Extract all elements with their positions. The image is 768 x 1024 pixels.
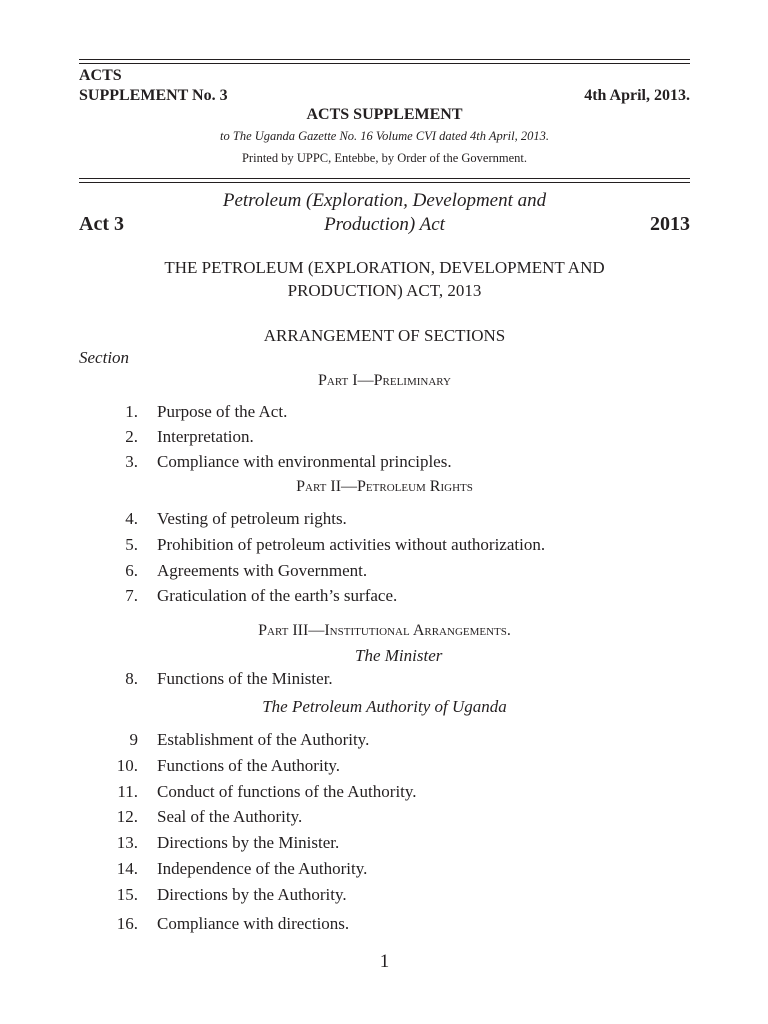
section-number: 14. (116, 859, 138, 878)
toc-row (0, 730, 768, 750)
section-number: 11. (117, 782, 138, 801)
section-title: Establishment of the Authority. (157, 730, 370, 749)
part1-heading (79, 372, 690, 390)
section-title: Compliance with directions. (157, 914, 350, 933)
middle-rule (79, 178, 690, 179)
act-title-line1: Petroleum (Exploration, Development and (222, 190, 547, 211)
toc-row (0, 756, 768, 776)
acts-supplement-title: ACTS SUPPLEMENT (306, 106, 463, 123)
toc-row (0, 509, 768, 529)
subheading-minister: The Minister (355, 646, 443, 665)
section-number: 3. (125, 452, 138, 471)
section-number: 15. (116, 885, 138, 904)
section-number: 1. (125, 402, 138, 421)
gazette-reference: to The Uganda Gazette No. 16 Volume CVI dated 4th April, 2013. (220, 129, 549, 143)
part3-heading-part: Part III (258, 622, 309, 639)
part2-heading-name: Petroleum Rights (357, 478, 473, 495)
printed-by: Printed by UPPC, Entebbe, by Order of the Government. (241, 151, 528, 165)
toc-row (0, 535, 768, 555)
subheading-authority: The Petroleum Authority of Uganda (262, 697, 507, 716)
section-number: 10. (116, 756, 138, 775)
supplement-number: SUPPLEMENT No. 3 (79, 87, 228, 104)
section-title: Prohibition of petroleum activities without authorization. (157, 535, 546, 554)
section-title: Directions by the Minister. (157, 833, 340, 852)
act-year: 2013 (650, 213, 690, 235)
section-title: Purpose of the Act. (157, 402, 288, 421)
toc-row (0, 586, 768, 606)
toc-row (0, 402, 768, 422)
toc-row (0, 427, 768, 447)
section-number: 5. (125, 535, 138, 554)
section-number: 7. (125, 586, 138, 605)
section-number: 9 (129, 730, 138, 749)
section-label: Section (79, 348, 130, 367)
part3-heading (79, 622, 690, 640)
act-number: Act 3 (79, 213, 124, 235)
arrangement-heading: ARRANGEMENT OF SECTIONS (263, 326, 506, 345)
section-title: Agreements with Government. (157, 561, 368, 580)
part1-heading-sep: — (357, 372, 374, 389)
toc-row (0, 833, 768, 853)
section-number: 8. (125, 669, 138, 688)
toc-row (0, 782, 768, 802)
section-number: 6. (125, 561, 138, 580)
section-title: Seal of the Authority. (157, 807, 303, 826)
toc-row (0, 885, 768, 905)
part2-heading-part: Part II (296, 478, 342, 495)
section-title: Conduct of functions of the Authority. (157, 782, 417, 801)
section-number: 16. (116, 914, 138, 933)
act-title-line2: Production) Act (324, 214, 445, 235)
section-title: Independence of the Authority. (157, 859, 368, 878)
part1-heading-part: Part I (318, 372, 358, 389)
toc-row (0, 807, 768, 827)
section-number: 4. (125, 509, 138, 528)
main-title-line1: THE PETROLEUM (EXPLORATION, DEVELOPMENT AND (164, 258, 605, 277)
part3-heading-sep: — (308, 622, 325, 639)
section-title: Vesting of petroleum rights. (157, 509, 347, 528)
toc-row (0, 452, 768, 472)
main-title-line2: PRODUCTION) ACT, 2013 (287, 281, 482, 300)
part1-heading-name: Preliminary (373, 372, 451, 389)
section-title: Directions by the Authority. (157, 885, 347, 904)
supplement-date: 4th April, 2013. (584, 87, 690, 104)
part3-heading-name: Institutional Arrangements. (324, 622, 511, 639)
top-rule (79, 59, 690, 60)
toc-row (0, 561, 768, 581)
top-rule-2 (79, 63, 690, 64)
part2-heading-sep: — (341, 478, 358, 495)
page-number: 1 (379, 951, 390, 972)
section-title: Interpretation. (157, 427, 254, 446)
section-number: 13. (116, 833, 138, 852)
part2-heading (79, 478, 690, 496)
section-title: Graticulation of the earth’s surface. (157, 586, 398, 605)
section-title: Compliance with environmental principles. (157, 452, 452, 471)
toc-row (0, 859, 768, 879)
acts-label: ACTS (79, 67, 122, 84)
section-number: 12. (116, 807, 138, 826)
section-title: Functions of the Minister. (157, 669, 333, 688)
section-number: 2. (125, 427, 138, 446)
toc-row (0, 914, 768, 934)
middle-rule-2 (79, 182, 690, 183)
toc-row (0, 669, 768, 689)
section-title: Functions of the Authority. (157, 756, 341, 775)
